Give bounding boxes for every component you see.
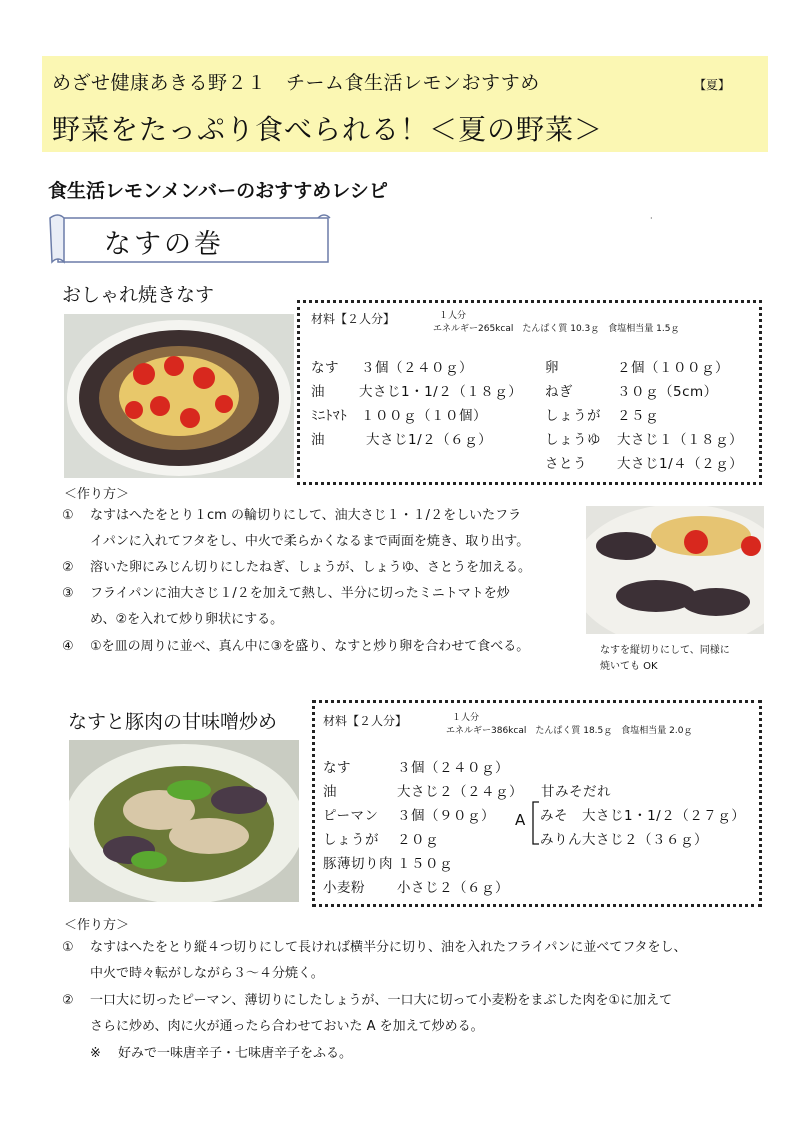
ingredient-name: なす [323, 760, 351, 776]
step-line: イパンに入れてフタをし、中火で柔らかくなるまで両面を焼き、取り出す。 [90, 534, 530, 549]
recipe2-ingredients-head: 材料【２人分】 [323, 714, 408, 728]
recipe2-per-person: １人分 [452, 713, 480, 723]
step-line: め、②を入れて炒り卵状にする。 [90, 612, 284, 627]
ingredient-amount: １５０ｇ [397, 856, 453, 872]
ingredient-name: さとう [545, 456, 587, 472]
photo-caption: 焼いても OK [600, 661, 658, 672]
sauce-label: A [515, 811, 526, 829]
recipe2-title: なすと豚肉の甘味噌炒め [68, 711, 278, 733]
ingredient-name: しょうゆ [545, 432, 601, 448]
recipe1-ingredients-head: 材料【２人分】 [311, 312, 396, 326]
recipe2-nutrition: エネルギー386kcal たんぱく質 18.5ｇ 食塩相当量 2.0ｇ [446, 726, 693, 736]
step-line: 中火で時々転がしながら３～４分焼く。 [90, 966, 324, 981]
step-line: ①を皿の周りに並べ、真ん中に③を盛り、なすと炒り卵を合わせて食べる。 [90, 639, 530, 654]
step-line: さらに炒め、肉に火が通ったら合わせておいた A を加えて炒める。 [90, 1019, 484, 1034]
photo-caption: なすを縦切りにして、同様に [600, 645, 730, 656]
header-line: めざせ健康あきる野２１ チーム食生活レモンおすすめ [52, 72, 540, 94]
ingredient-name: しょうが [323, 832, 379, 848]
recipe1-per-person: １人分 [439, 311, 467, 321]
ingredient-amount: 大さじ２（２４ｇ） [397, 784, 523, 800]
page-subtitle: 食生活レモンメンバーのおすすめレシピ [48, 180, 388, 202]
recipe1-photo [64, 314, 294, 478]
recipe1-title: おしゃれ焼きなす [62, 284, 215, 306]
ingredient-amount: 大さじ1・1/２（１８ｇ） [359, 384, 523, 400]
ingredient-name: ねぎ [545, 384, 573, 400]
ingredient-name: 豚薄切り肉 [323, 856, 393, 872]
sauce-title: 甘みそだれ [541, 784, 611, 800]
recipe1-method-head: ＜作り方＞ [64, 487, 130, 502]
step-number: ① [62, 508, 74, 523]
ingredient-amount: ３０ｇ（5cm） [617, 384, 718, 400]
ingredient-name: ピーマン [323, 808, 379, 824]
ingredient-amount: 小さじ２（６ｇ） [397, 880, 509, 896]
ingredient-amount: ３個（９０ｇ） [397, 808, 495, 824]
ingredient-amount: 大さじ1/２（６ｇ） [366, 432, 493, 448]
recipe2-method-head: ＜作り方＞ [64, 918, 130, 933]
step-number: ① [62, 940, 74, 955]
ingredient-amount: ２５ｇ [617, 408, 659, 424]
step-number: ② [62, 993, 74, 1008]
ingredient-name: なす [311, 360, 339, 376]
page-title: 野菜をたっぷり食べられる！＜夏の野菜＞ [52, 113, 604, 146]
ingredient-name: 小麦粉 [323, 880, 365, 896]
ingredient-name: 油 [323, 784, 337, 800]
note-text: 好みで一味唐辛子・七味唐辛子をふる。 [118, 1046, 353, 1061]
recipe1-photo-alt [586, 506, 764, 634]
ingredient-amount: 大さじ1/４（２ｇ） [617, 456, 744, 472]
ingredient-name: 油 [311, 432, 325, 448]
sauce-item: みそ 大さじ1・1/２（２７ｇ） [540, 808, 746, 824]
recipe2-photo [69, 740, 299, 902]
step-number: ④ [62, 639, 74, 654]
section-banner-title: なすの巻 [104, 229, 224, 260]
ingredient-name: ﾐﾆﾄﾏﾄ [311, 408, 348, 424]
ingredient-amount: ２個（１００ｇ） [617, 360, 729, 376]
recipe1-nutrition: エネルギー265kcal たんぱく質 10.3ｇ 食塩相当量 1.5ｇ [433, 324, 680, 334]
step-line: なすはへたをとり１cm の輪切りにして、油大さじ１・１/２をしいたフラ [90, 508, 522, 523]
ingredient-amount: ３個（２４０ｇ） [397, 760, 509, 776]
step-number: ② [62, 560, 74, 575]
step-line: 一口大に切ったピーマン、薄切りにしたしょうが、一口大に切って小麦粉をまぶした肉を①に加えて [90, 993, 673, 1008]
ingredient-amount: ３個（２４０ｇ） [361, 360, 473, 376]
season-label: 【夏】 [694, 78, 731, 92]
ingredient-name: 油 [311, 384, 325, 400]
note-mark: ※ [90, 1046, 101, 1061]
step-line: 溶いた卵にみじん切りにしたねぎ、しょうが、しょうゆ、さとうを加える。 [90, 560, 531, 575]
step-line: なすはへたをとり縦４つ切りにして長ければ横半分に切り、油を入れたフライパンに並べてフタをし、 [90, 940, 687, 955]
ingredient-amount: １００ｇ（１０個） [361, 408, 487, 424]
step-line: フライパンに油大さじ１/２を加えて熱し、半分に切ったミニトマトを炒 [90, 586, 510, 601]
ingredient-name: しょうが [545, 408, 601, 424]
sauce-bracket [530, 800, 540, 846]
ingredient-name: 卵 [545, 360, 559, 376]
step-number: ③ [62, 586, 74, 601]
dot-mark: · [650, 214, 653, 223]
ingredient-amount: 大さじ１（１８ｇ） [617, 432, 743, 448]
ingredient-amount: ２０ｇ [397, 832, 439, 848]
sauce-item: みりん大さじ２（３６ｇ） [540, 832, 708, 848]
